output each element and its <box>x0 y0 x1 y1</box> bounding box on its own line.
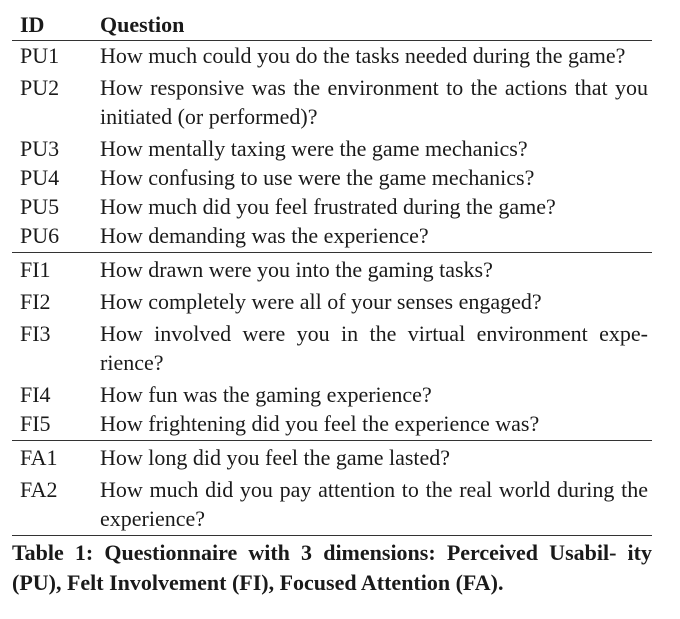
question-column-header: Question <box>100 8 652 41</box>
row-question: How much could you do the tasks needed during the game? <box>100 43 626 68</box>
table-row <box>12 192 652 221</box>
table-row <box>12 221 652 253</box>
id-column-header: ID <box>12 8 100 41</box>
table-row <box>12 319 652 380</box>
row-question: How demanding was the experience? <box>100 221 652 253</box>
table-row <box>12 441 652 476</box>
row-question: How responsive was the environment to the actions that you initiated (or performed)? <box>100 75 648 129</box>
table-caption: Table 1: Questionnaire with 3 dimensions: Perceived Usabil- ity (PU), Felt Involvement (FI), Focused Attention (FA). <box>12 540 652 595</box>
row-question: How mentally taxing were the game mechanics? <box>100 136 528 161</box>
row-question: How frightening did you feel the experience was? <box>100 409 652 441</box>
row-question: How much did you pay attention to the real world during the experience? <box>100 475 652 536</box>
table-row <box>12 134 652 163</box>
row-question: How much did you feel frustrated during the game? <box>100 194 556 219</box>
table-row <box>12 163 652 192</box>
table-row <box>12 253 652 288</box>
row-question: How completely were all of your senses engaged? <box>100 289 542 314</box>
row-id: FA1 <box>20 445 58 470</box>
row-id: FI3 <box>20 321 51 346</box>
row-question: How fun was the gaming experience? <box>100 382 432 407</box>
row-id: FI1 <box>20 257 51 282</box>
row-id: FI5 <box>12 409 100 441</box>
table-row <box>12 287 652 319</box>
questionnaire-table-container <box>12 8 652 598</box>
table-row <box>12 41 652 74</box>
table-row <box>12 73 652 134</box>
row-question: How drawn were you into the gaming tasks? <box>100 257 493 282</box>
row-id: PU4 <box>20 165 60 190</box>
row-question: How confusing to use were the game mechanics? <box>100 165 535 190</box>
row-id: PU2 <box>20 75 60 100</box>
row-id: PU5 <box>20 194 60 219</box>
row-id: PU1 <box>20 43 60 68</box>
row-id: FI2 <box>20 289 51 314</box>
row-id: FA2 <box>12 475 100 536</box>
row-id: PU3 <box>20 136 60 161</box>
row-question: How long did you feel the game lasted? <box>100 445 451 470</box>
row-id: PU6 <box>12 221 100 253</box>
table-row <box>12 380 652 409</box>
table-header-row <box>12 8 652 41</box>
table-row <box>12 475 652 536</box>
questionnaire-table <box>12 8 652 536</box>
row-id: FI4 <box>20 382 51 407</box>
row-question: How involved were you in the virtual environment expe- rience? <box>100 321 648 375</box>
table-row <box>12 409 652 441</box>
